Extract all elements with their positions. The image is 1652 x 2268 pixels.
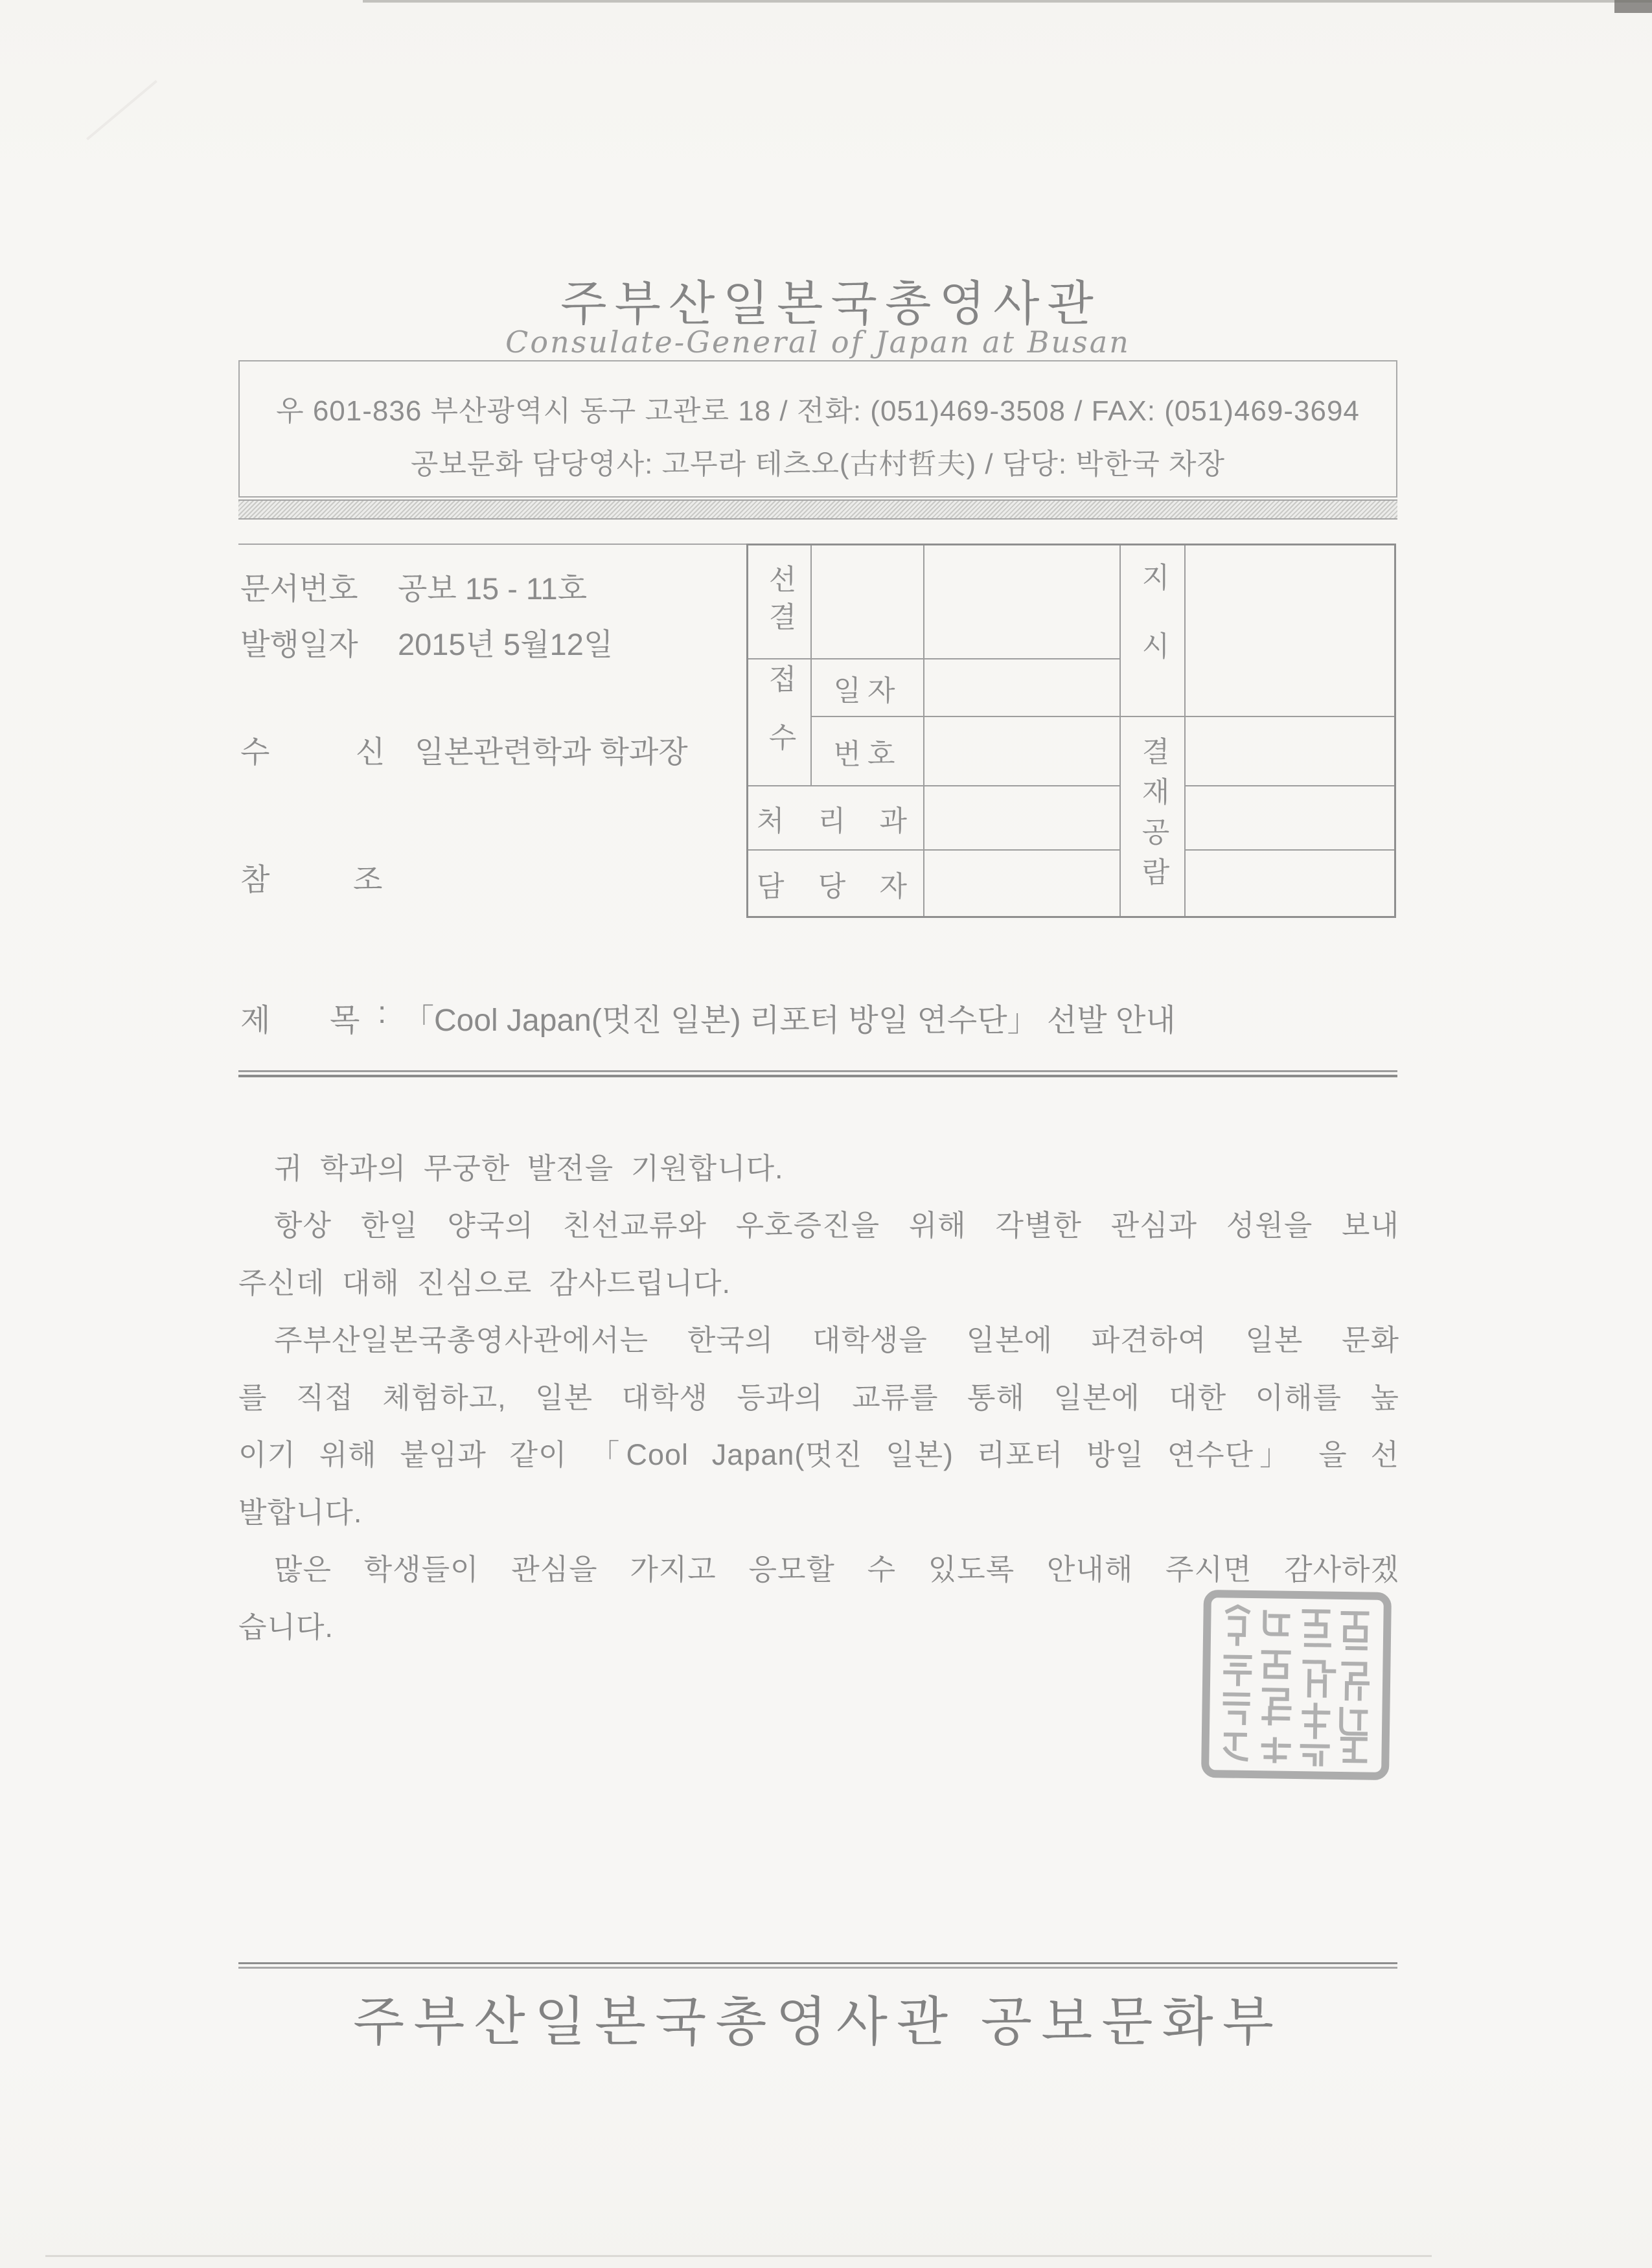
body-line: 이기 위해 붙임과 같이 「Cool Japan(멋진 일본) 리포터 방일 연수단」 을 선 [238, 1438, 1399, 1471]
subject-rule-top [238, 1070, 1397, 1072]
cell-handling-section: 처 리 과 [757, 805, 915, 837]
subject-text: 「Cool Japan(멋진 일본) 리포터 방일 연수단」 선발 안내 [403, 1003, 1176, 1038]
doc-number-value: 공보 15 - 11호 [398, 571, 588, 606]
table-hline [1184, 849, 1394, 851]
body-line: 항상 한일 양국의 친선교류와 우호증진을 위해 각별한 관심과 성원을 보내 [274, 1209, 1399, 1242]
issue-date-value: 2015년 5월12일 [398, 627, 614, 661]
table-hline [1184, 785, 1394, 786]
seal-graphic [1200, 1589, 1392, 1781]
cell-approval-circulation: 결재공람 [1137, 736, 1169, 897]
body-line: 습니다. [238, 1610, 334, 1644]
hatched-divider-bar [238, 499, 1397, 520]
cc-label-second: 조 [353, 862, 383, 897]
cell-pre-approval: 선결 [764, 564, 796, 639]
cell-number-label: 번호 [833, 738, 902, 770]
approval-stamp-table [746, 544, 1396, 918]
footer-department: 주부산일본국총영사관 공보문화부 [353, 1993, 1283, 2052]
body-line: 를 직접 체험하고, 일본 대학생 등과의 교류를 통해 일본에 대한 이해를 높 [238, 1381, 1399, 1414]
subject-rule-bottom [238, 1075, 1397, 1077]
address-line-1: 우 601-836 부산광역시 동구 고관로 18 / 전화: (051)469-3508 / FAX: (051)469-3694 [276, 395, 1360, 427]
to-label-first: 수 [240, 735, 270, 769]
staple-mark-artifact [86, 80, 157, 140]
doc-number-label: 문서번호 [240, 571, 358, 606]
consulate-title: 주부산일본국총영사관 [560, 277, 1101, 330]
consulate-subtitle-english: Consulate-General of Japan at Busan [505, 325, 1130, 360]
body-line: 귀 학과의 무궁한 발전을 기원합니다. [274, 1152, 784, 1185]
to-value: 일본관련학과 학과장 [415, 735, 688, 769]
scan-top-edge-artifact [363, 0, 1652, 3]
body-line: 주부산일본국총영사관에서는 한국의 대학생을 일본에 파견하여 일본 문화 [274, 1323, 1399, 1357]
table-vline [923, 545, 924, 916]
cc-label-first: 참 [240, 862, 270, 897]
table-vline [1184, 545, 1186, 916]
official-seal-stamp [1200, 1589, 1392, 1781]
scan-bottom-edge-artifact [45, 2255, 1432, 2257]
subject-separator: : [378, 996, 387, 1030]
body-line: 발합니다. [238, 1496, 363, 1529]
footer-rule-top [238, 1962, 1397, 1964]
to-label-second: 신 [356, 735, 385, 769]
body-line: 많은 학생들이 관심을 가지고 응모할 수 있도록 안내해 주시면 감사하겠 [274, 1553, 1399, 1586]
issue-date-label: 발행일자 [240, 627, 358, 661]
cell-instruction: 지시 [1137, 562, 1169, 700]
left-horizontal-rule [238, 544, 748, 545]
footer-rule-bottom [238, 1967, 1397, 1969]
subject-label-first: 제 [240, 1003, 271, 1038]
cell-date-label: 일자 [833, 674, 902, 707]
address-line-2: 공보문화 담당영사: 고무라 테츠오(古村哲夫) / 담당: 박한국 차장 [410, 448, 1226, 480]
subject-label-second: 목 [330, 1003, 360, 1038]
scan-corner-artifact [1614, 0, 1652, 13]
body-line: 주신데 대해 진심으로 감사드립니다. [238, 1266, 731, 1300]
cell-staff: 담 당 자 [757, 870, 915, 902]
cell-receipt: 접수 [764, 664, 796, 781]
